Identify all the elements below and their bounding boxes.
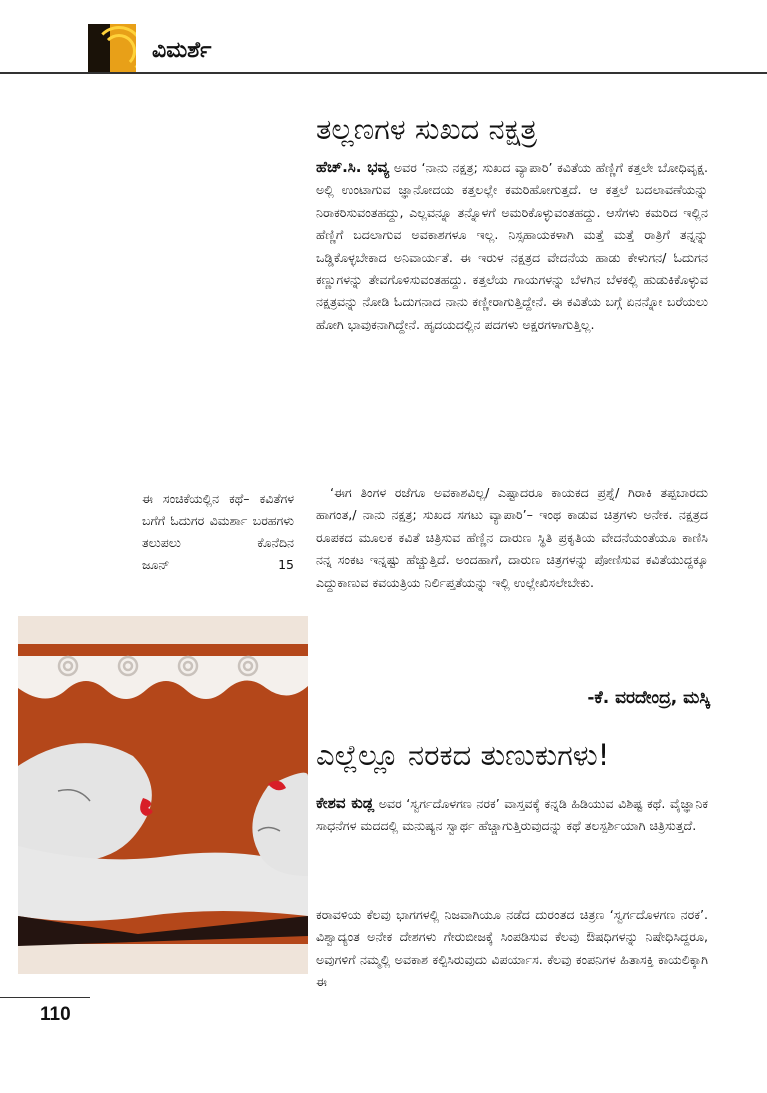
article1-signature: -ಕೆ. ವರದೇಂದ್ರ, ಮಸ್ಕಿ [587,688,710,708]
sidebar-note-deadline: ಜೂನ್ 15 [142,557,294,572]
article2-paragraph2: ಕರಾವಳಿಯ ಕೆಲವು ಭಾಗಗಳಲ್ಲಿ ನಿಜವಾಗಿಯೂ ನಡೆದ ದುರಂತದ ಚಿತ್ರಣ ‘ಸ್ವರ್ಗದೊಳಗಣ ನರಕ’. ವಿಶ್ವಾದ್ಯಂತ ಅನೇಕ ದೇಶಗಳು ಗೇರುಬೀಜಕ್ಕೆ ಸಿಂಪಡಿಸುವ ಕೆಲವು ಔಷಧಿಗಳನ್ನು ನಿಷೇಧಿಸಿದ್ದರೂ, ಅವುಗಳಿಗೆ ನಮ್ಮಲ್ಲಿ ಅವಕಾಶ ಕಲ್ಪಿಸಿರುವುದು ವಿಪರ್ಯಾಸ. ಕೆಲವು ಕಂಪನಿಗಳ ಹಿತಾಸಕ್ತಿ ಕಾಯಲಿಕ್ಕಾಗಿ ಈ [316,907,708,990]
artwork-svg [18,616,308,974]
article1-paragraph1-text: ಅವರ ‘ನಾನು ನಕ್ಷತ್ರ; ಸುಖದ ವ್ಯಾಪಾರಿ’ ಕವಿತೆಯ ಹೆಣ್ಣಿಗೆ ಕತ್ತಲೇ ಬೋಧಿವೃಕ್ಷ. ಅಲ್ಲಿ ಉಂಟಾಗುವ ಜ್ಞಾನೋದಯ ಕತ್ತಲಲ್ಲೇ ಕಮರಿಹೋಗುತ್ತದೆ. ಆ ಕತ್ತಲೆ ಬದಲಾವಣೆಯನ್ನು ನಿರಾಕರಿಸುವಂತಹದ್ದು, ಎಲ್ಲವನ್ನೂ ತನ್ನೊಳಗೆ ಅಮರಿಕೊಳ್ಳುವಂತಹದ್ದು. ಆಸೆಗಳು ಕಮರಿದ ಇಲ್ಲಿನ ಹೆಣ್ಣಿಗೆ ಬದಲಾಗುವ ಅವಕಾಶಗಳೂ ಇಲ್ಲ. ನಿಸ್ಸಹಾಯಕಳಾಗಿ ಮತ್ತೆ ಮತ್ತೆ ರಾತ್ರಿಗೆ ತನ್ನನ್ನು ಒಡ್ಡಿಕೊಳ್ಳಬೇಕಾದ ಅನಿವಾರ್ಯತೆ. ಈ ಇರುಳ ನಕ್ಷತ್ರದ ವೇದನೆಯ ಹಾಡು ಕೇಳುಗನ/ ಓದುಗನ ಕಣ್ಣುಗಳನ್ನು ತೇವಗೊಳಿಸುವಂತಹದ್ದು. ಕತ್ತಲೆಯ ಗಾಯಗಳನ್ನು ಬೆಳಗಿನ ಬೆಳಕಲ್ಲಿ ಹುಡುಕಿಕೊಳ್ಳುವ ನಕ್ಷತ್ರವನ್ನು ನೋಡಿ ಓದುಗನಾದ ನಾನು ಕಣ್ಣೀರಾಗುತ್ತಿದ್ದೇನೆ. ಈ ಕವಿತೆಯ ಬಗ್ಗೆ ಏನನ್ನೋ ಬರೆಯಲು ಹೋಗಿ ಭಾವುಕನಾಗಿದ್ದೇನೆ. ಹೃದಯದಲ್ಲಿನ ಪದಗಳು ಅಕ್ಷರಗಳಾಗುತ್ತಿಲ್ಲ. [316,160,708,332]
sidebar-note-text: ಈ ಸಂಚಿಕೆಯಲ್ಲಿನ ಕಥೆ– ಕವಿತೆಗಳ ಬಗೆಗೆ ಓದುಗರ ವಿಮರ್ಶಾ ಬರಹಗಳು ತಲುಪಲು ಕೊನೆದಿನ [142,491,294,550]
article1-title: ತಲ್ಲಣಗಳ ಸುಖದ ನಕ್ಷತ್ರ [316,112,537,146]
section-title: ವಿಮರ್ಶೆ [152,38,212,63]
article1-paragraph1 [316,156,708,336]
article2-paragraph1 [316,792,708,838]
article1-paragraph2: ‘ಈಗ ತಿಂಗಳ ರಜೆಗೂ ಅವಕಾಶವಿಲ್ಲ/ ಎಷ್ಟಾದರೂ ಕಾಯಕದ ಪ್ರಶ್ನೆ/ ಗಿರಾಕಿ ತಪ್ಪಬಾರದು ಹಾಗಂತ,/ ನಾನು ನಕ್ಷತ್ರ; ಸುಖದ ಸಗಟು ವ್ಯಾಪಾರಿ’– ಇಂಥ ಕಾಡುವ ಚಿತ್ರಗಳು ಅನೇಕ. ನಕ್ಷತ್ರದ ರೂಪಕದ ಮೂಲಕ ಕವಿತೆ ಚಿತ್ರಿಸುವ ಹೆಣ್ಣಿನ ದಾರುಣ ಸ್ಥಿತಿ ಪ್ರಕೃತಿಯ ವೇದನೆಯಂತೆಯೂ ಕಾಣಿಸಿ ನನ್ನ ಸಂಕಟ ಇನ್ನಷ್ಟು ಹೆಚ್ಚುತ್ತಿದೆ. ಅಂದಹಾಗೆ, ದಾರುಣ ಚಿತ್ರಗಳನ್ನು ಪೋಣಿಸುವ ಕವಿತೆಯುದ್ದಕ್ಕೂ ಎದ್ದುಕಾಣುವ ಕವಯತ್ರಿಯ ನಿರ್ಲಿಪ್ತತೆಯನ್ನು ಇಲ್ಲಿ ಉಲ್ಲೇಖಿಸಲೇಬೇಕು. [316,485,708,590]
footer-rule [0,997,90,998]
article1-author: ಹೆಚ್.ಸಿ. ಭವ್ಯ [316,158,390,176]
artwork-painting [18,616,308,974]
section-logo-icon [88,24,136,72]
sidebar-note [142,488,294,576]
header-rule [0,72,767,74]
page-number: 110 [40,1004,71,1025]
logo-arc-icon [94,26,136,72]
article2-author: ಕೇಶವ ಕುಡ್ಲ [316,794,375,812]
article2-title: ಎಲ್ಲೆಲ್ಲೂ ನರಕದ ತುಣುಕುಗಳು! [316,738,610,772]
article2-paragraph1-text: ಅವರ ‘ಸ್ವರ್ಗದೊಳಗಣ ನರಕ’ ವಾಸ್ತವಕ್ಕೆ ಕನ್ನಡಿ ಹಿಡಿಯುವ ವಿಶಿಷ್ಟ ಕಥೆ. ವೈಜ್ಞಾನಿಕ ಸಾಧನೆಗಳ ಮದದಲ್ಲಿ ಮನುಷ್ಯನ ಸ್ವಾರ್ಥ ಹೆಚ್ಚಾಗುತ್ತಿರುವುದನ್ನು ಕಥೆ ತಲಸ್ಪರ್ಶಿಯಾಗಿ ಚಿತ್ರಿಸುತ್ತದೆ. [316,796,709,834]
